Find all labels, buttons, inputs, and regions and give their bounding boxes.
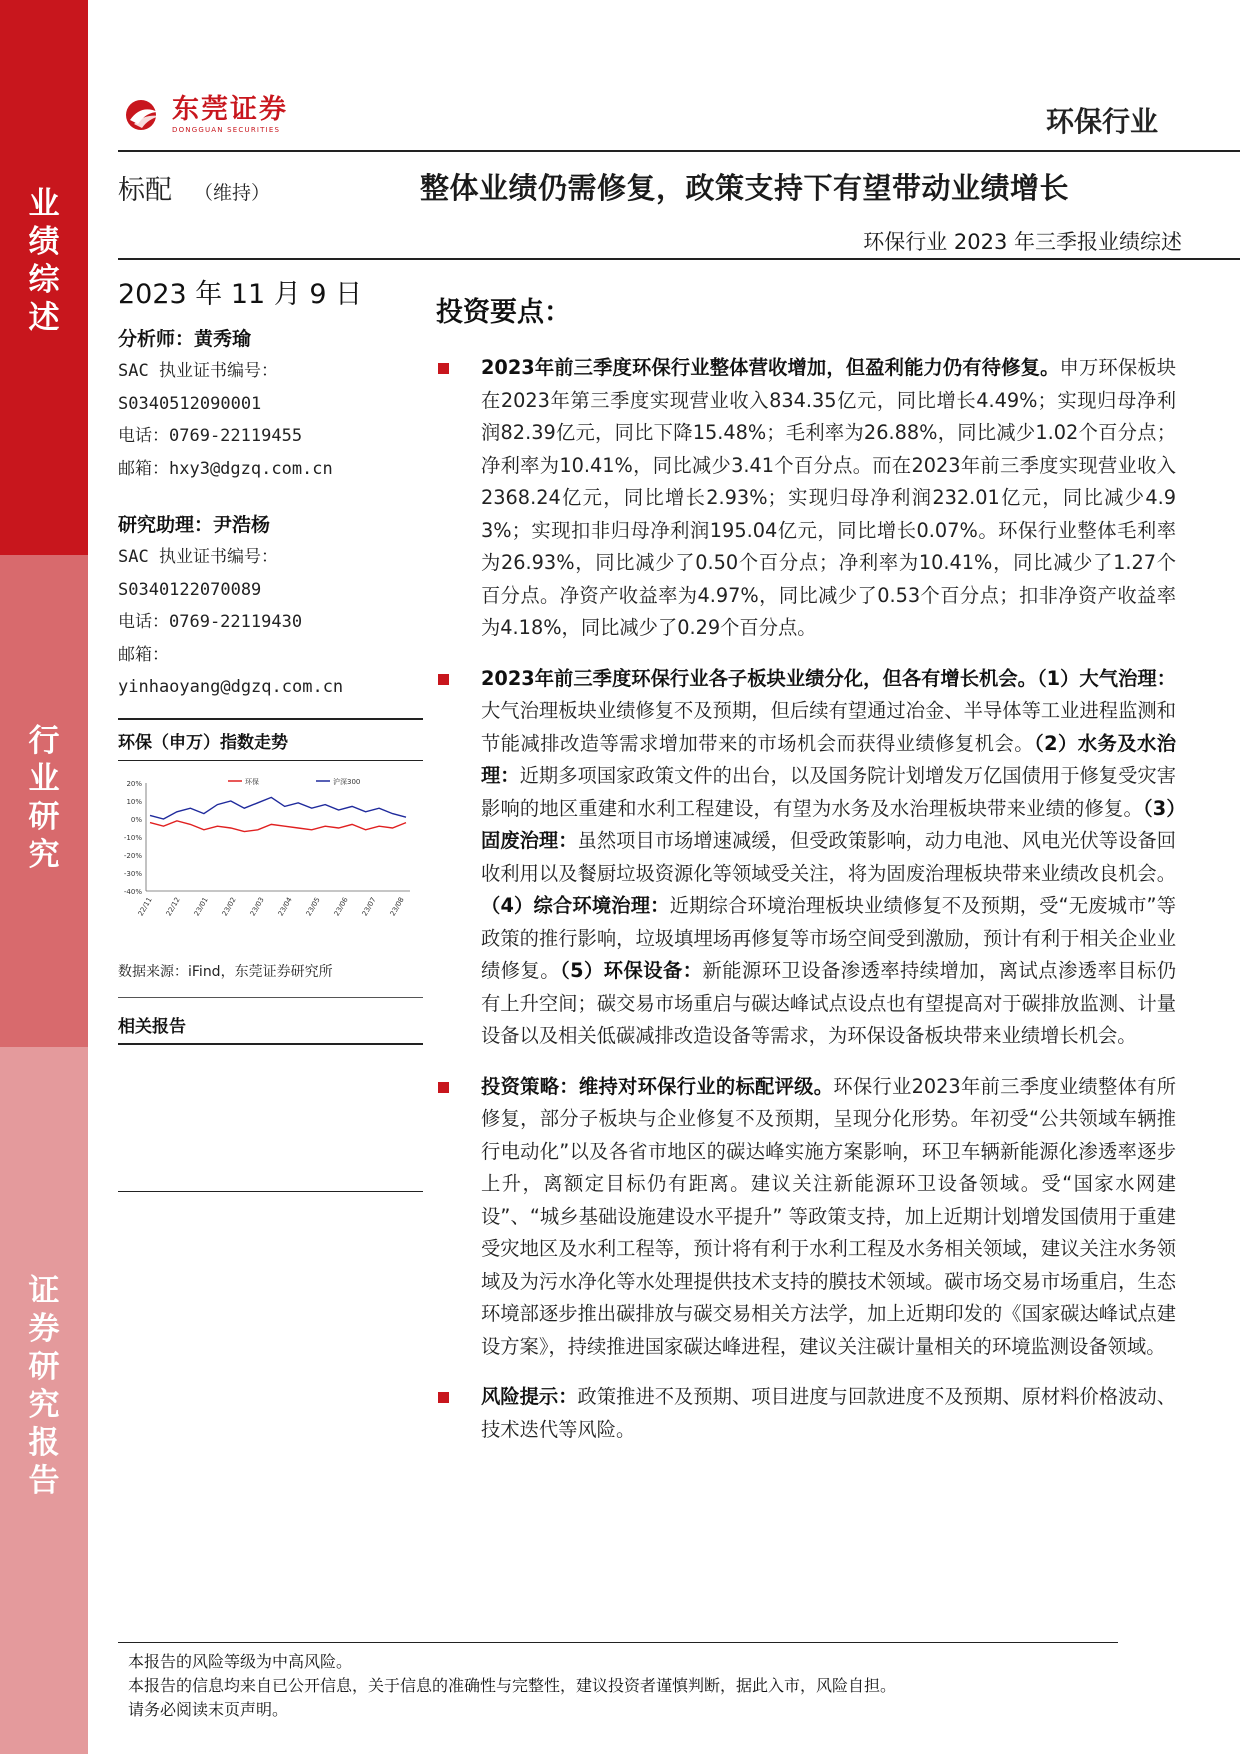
header-rule [118, 150, 1240, 152]
bullet-subheading: （2）水务及水治理： [481, 731, 1176, 787]
assistant-email: yinhaoyang@dgzq.com.cn [118, 677, 344, 697]
sidebar-label-research [0, 722, 88, 874]
source-rule [118, 997, 423, 998]
chart-y-tick-label: -10% [123, 833, 142, 842]
bullet-heading: 投资策略：维持对环保行业的标配评级。 [481, 1074, 834, 1098]
sidebar-label-text: 业绩综述 [28, 186, 60, 336]
company-logo [124, 96, 288, 134]
bullet-text: 近期综合环境治理板块业绩修复不及预期，受“无废城市”等政策的推行影响，垃圾填埋场再修复等市场空间受到激励，预计有利于相关企业业绩修复。 [481, 894, 1176, 982]
chart-y-tick-label: 10% [126, 797, 142, 806]
chart-x-tick-label: 23/07 [360, 895, 378, 917]
assistant-sac-label: SAC 执业证书编号： [118, 547, 278, 567]
footer-rule [118, 1642, 1118, 1643]
bullet-strategy [436, 1071, 1176, 1364]
footer-line: 请务必阅读末页声明。 [128, 1700, 289, 1719]
bullet-square-icon [438, 674, 449, 685]
bullet-subsectors [436, 663, 1176, 1053]
bullet-subheading: （4）综合环境治理： [481, 894, 670, 917]
chart-y-tick-label: -40% [123, 887, 142, 896]
chart-y-tick-label: 0% [130, 815, 142, 824]
chart-legend-label: 环保 [245, 777, 259, 786]
footer-line: 本报告的信息均来自已公开信息，关于信息的准确性与完整性，建议投资者谨慎判断，据此入市，风险自担。 [128, 1676, 897, 1695]
chart-y-tick-label: 20% [126, 779, 142, 788]
index-chart [118, 771, 418, 951]
chart-source: 数据来源：iFind，东莞证券研究所 [118, 963, 333, 980]
logo-subtext: DONGGUAN SECURITIES [172, 126, 281, 134]
chart-top-rule [118, 718, 423, 720]
bullet-text: 申万环保板块在2023年第三季度实现营业收入834.35亿元，同比增长4.49%；实现归母净利润82.39亿元，同比下降15.48%；毛利率为26.88%，同比减少1.02个百分点；净利率为10.41%，同比减少3.41个百分点。而在2023年前三季度实现营业收入2368.24亿元，同比增长2.93%；实现归母净利润232.01亿元，同比减少4.93%；实现扣非归母净利润195.04亿元，同比增长0.07%。环保行业整体毛利率为26.93%，同比减少了0.50个百分点；净利率为10.41%，同比减少了1.27个百分点。净资产收益率为4.97%，同比减少了0.53个百分点；扣非净资产收益率为4.18%，同比减少了0.29个百分点。 [481, 356, 1176, 639]
chart-x-tick-label: 23/06 [332, 895, 350, 917]
bullet-square-icon [438, 1392, 449, 1403]
rating-sub: （维持） [194, 182, 271, 204]
chart-x-tick-label: 23/03 [248, 895, 266, 917]
sidebar-label-text: 行业研究 [28, 723, 60, 873]
related-bottom-rule [118, 1191, 423, 1192]
bullet-heading: 2023年前三季度环保行业整体营收增加，但盈利能力仍有待修复。 [481, 356, 1060, 379]
title-rule [118, 258, 1240, 260]
chart-y-tick-label: -30% [123, 869, 142, 878]
bullet-heading: 风险提示： [481, 1385, 578, 1408]
report-date: 2023 年 11 月 9 日 [118, 279, 363, 310]
chart-legend-label: 沪深300 [333, 777, 361, 786]
chart-x-tick-label: 23/02 [220, 895, 238, 917]
sidebar-label-report [0, 1272, 88, 1500]
assistant-phone: 电话：0769-22119430 [118, 612, 303, 632]
bullet-subheading: （3）固废治理： [481, 796, 1176, 852]
report-title: 整体业绩仍需修复，政策支持下有望带动业绩增长 [420, 171, 1070, 205]
analyst-sac-label: SAC 执业证书编号： [118, 361, 278, 381]
bullet-text: 近期多项国家政策文件的出台，以及国务院计划增发万亿国债用于修复受灾害影响的地区重建和水利工程建设，有望为水务及水治理板块带来业绩的修复。 [481, 764, 1177, 820]
bullet-text: 环保行业2023年前三季度业绩整体有所修复，部分子板块与企业修复不及预期，呈现分化形势。年初受“公共领域车辆推行电动化”以及各省市地区的碳达峰实施方案影响，环卫车辆新能源化渗透率逐步上升，离额定目标仍有距离。建议关注新能源环卫设备领域。受“国家水网建设”、“城乡基础设施建设水平提升” 等政策支持，加上近期计划增发国债用于重建受灾地区及水利工程等，预计将有利于水利工程及水务相关领域，建议关注水务领域及为污水净化等水处理提供技术支持的膜技术领域。碳市场交易市场重启，生态环境部逐步推出碳排放与碳交易相关方法学，加上近期印发的《国家碳达峰试点建设方案》，持续推进国家碳达峰进程，建议关注碳计量相关的环境监测设备领域。 [481, 1074, 1176, 1358]
bullet-square-icon [438, 1082, 449, 1093]
bullet-risk [436, 1381, 1176, 1446]
rating [118, 168, 270, 207]
left-sidebar [0, 0, 88, 1754]
chart-series-line [150, 797, 406, 819]
analyst-email: 邮箱：hxy3@dgzq.com.cn [118, 458, 333, 479]
bullet-performance [436, 352, 1176, 645]
bullet-text: 虽然项目市场增速减缓，但受政策影响，动力电池、风电光伏等设备回收利用以及餐厨垃圾资源化等领域受关注，将为固废治理板块带来业绩改良机会。 [481, 829, 1176, 885]
chart-x-tick-label: 23/08 [388, 895, 406, 917]
chart-x-tick-label: 23/04 [276, 895, 294, 917]
chart-title-rule [118, 760, 423, 761]
chart-x-tick-label: 23/01 [192, 895, 210, 917]
assistant-email-label: 邮箱： [118, 644, 169, 665]
chart-title: 环保（申万）指数走势 [118, 732, 288, 753]
logo-text: 东莞证券 [172, 94, 288, 125]
logo-emblem-icon [124, 98, 164, 132]
chart-x-tick-label: 23/05 [304, 895, 322, 917]
bullet-text: 大气治理板块业绩修复不及预期，但后续有望通过冶金、半导体等工业进程监测和节能减排改造等需求增加带来的市场机会而获得业绩修复机会。 [481, 699, 1176, 755]
chart-y-tick-label: -20% [123, 851, 142, 860]
bullet-subheading: （5）环保设备： [560, 959, 703, 982]
bullet-text: 政策推进不及预期、项目进度与回款进度不及预期、原材料价格波动、技术迭代等风险。 [481, 1385, 1176, 1441]
footer-line: 本报告的风险等级为中高风险。 [128, 1652, 353, 1671]
industry-label: 环保行业 [1045, 105, 1158, 138]
chart-x-tick-label: 22/11 [136, 895, 154, 917]
left-column [118, 272, 423, 1192]
report-subtitle: 环保行业 2023 年三季报业绩综述 [863, 230, 1182, 254]
sidebar-label-text: 证券研究报告 [28, 1273, 60, 1499]
key-points-title: 投资要点： [436, 297, 571, 328]
bullet-text: 新能源环卫设备渗透率持续增加，离试点渗透率目标仍有上升空间；碳交易市场重启与碳达峰试点设点也有望提高对于碳排放监测、计量设备以及相关低碳减排改造设备等需求，为环保设备板块带来业绩增长机会。 [481, 959, 1176, 1047]
related-rule [118, 1043, 423, 1045]
assistant-name: 研究助理：尹浩杨 [118, 514, 271, 536]
rating-label: 标配 [118, 175, 172, 206]
sidebar-label-review [0, 185, 88, 337]
bullet-square-icon [438, 363, 449, 374]
assistant-sac-no: S0340122070089 [118, 579, 262, 600]
analyst-phone: 电话：0769-22119455 [118, 426, 303, 446]
footer-disclaimer [128, 1650, 896, 1722]
analyst-name: 分析师：黄秀瑜 [118, 328, 252, 350]
related-reports-title: 相关报告 [118, 1016, 186, 1037]
bullet-heading: 2023年前三季度环保行业各子板块业绩分化，但各有增长机会。（1）大气治理： [481, 666, 1176, 690]
key-points-list [436, 352, 1176, 1464]
chart-series-line [150, 820, 406, 831]
chart-x-tick-label: 22/12 [164, 895, 182, 917]
analyst-sac-no: S0340512090001 [118, 393, 262, 414]
